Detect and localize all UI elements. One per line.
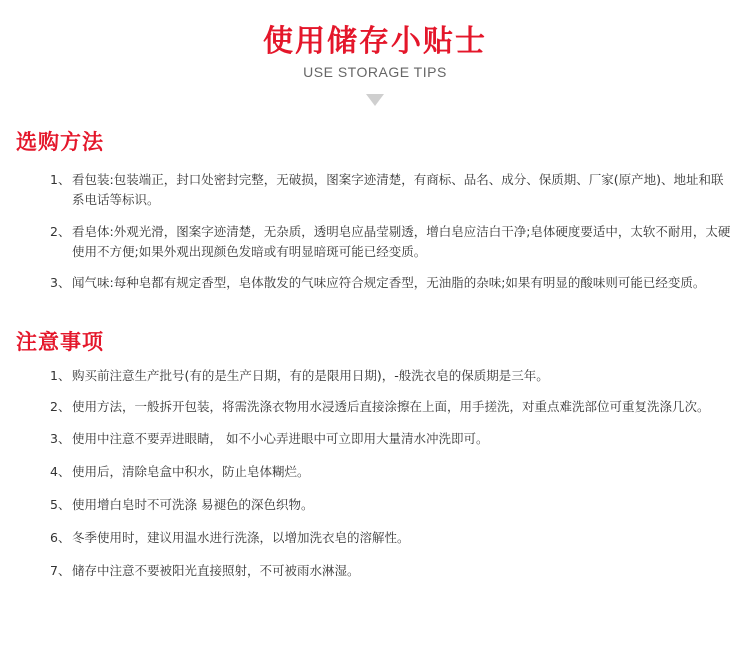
list-item — [50, 462, 734, 482]
list-item — [50, 366, 734, 386]
page-title: 使用储存小贴士 — [263, 24, 487, 59]
item-text: 看包装:包装端正，封口处密封完整，无破损，图案字迹清楚，有商标、品名、成分、保质期、厂家(原产地)、地址和联系电话等标识。 — [72, 172, 724, 207]
list-item — [50, 561, 734, 581]
section-title-notes: 注意事项 — [16, 330, 104, 354]
purchase-list — [50, 170, 734, 293]
notes-list — [50, 366, 734, 581]
item-number: 6、 — [50, 530, 71, 545]
list-item — [50, 222, 734, 262]
item-number: 1、 — [50, 172, 71, 187]
item-number: 2、 — [50, 399, 71, 414]
item-number: 5、 — [50, 497, 71, 512]
list-item — [50, 397, 734, 417]
item-text: 使用中注意不要弄进眼睛， 如不小心弄进眼中可立即用大量清水冲洗即可。 — [72, 431, 489, 446]
page-subtitle: USE STORAGE TIPS — [303, 64, 447, 80]
item-text: 看皂体:外观光滑，图案字迹清楚，无杂质，透明皂应晶莹剔透，增白皂应洁白干净;皂体硬度要适中，太软不耐用，太硬使用不方便;如果外观出现颜色发暗或有明显暗斑可能已经变质。 — [72, 224, 731, 259]
list-item — [50, 273, 734, 293]
list-item — [50, 495, 734, 515]
section-title-purchase: 选购方法 — [16, 130, 104, 154]
item-number: 1、 — [50, 368, 71, 383]
item-text: 冬季使用时，建议用温水进行洗涤，以增加洗衣皂的溶解性。 — [72, 530, 410, 545]
item-number: 3、 — [50, 431, 71, 446]
item-text: 储存中注意不要被阳光直接照射，不可被雨水淋湿。 — [72, 563, 360, 578]
item-text: 购买前注意生产批号(有的是生产日期，有的是限用日期)，-般洗衣皂的保质期是三年。 — [72, 368, 549, 383]
item-number: 2、 — [50, 224, 71, 239]
item-text: 闻气味:每种皂都有规定香型，皂体散发的气味应符合规定香型，无油脂的杂味;如果有明显的酸味则可能已经变质。 — [72, 275, 706, 290]
down-triangle-icon — [366, 94, 384, 106]
page-header — [0, 20, 750, 106]
item-number: 7、 — [50, 563, 71, 578]
item-text: 使用后，清除皂盒中积水，防止皂体糊烂。 — [72, 464, 310, 479]
list-item — [50, 429, 734, 449]
list-item — [50, 528, 734, 548]
item-number: 4、 — [50, 464, 71, 479]
item-text: 使用方法，一般拆开包装，将需洗涤衣物用水浸透后直接涂擦在上面，用手搓洗，对重点难洗部位可重复洗涤几次。 — [72, 399, 710, 414]
list-item — [50, 170, 734, 210]
item-text: 使用增白皂时不可洗涤 易褪色的深色织物。 — [72, 497, 314, 512]
item-number: 3、 — [50, 275, 71, 290]
